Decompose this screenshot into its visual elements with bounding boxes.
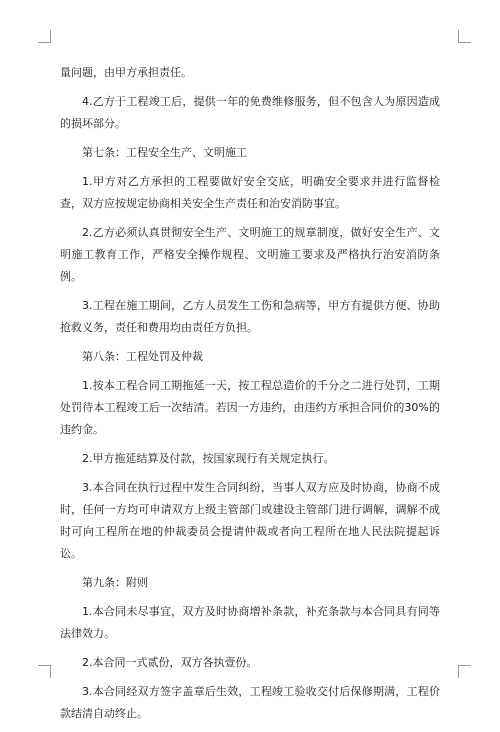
- clause-paragraph: 3.本合同经双方签字盖章后生效，工程竣工验收交付后保修期满，工程价款结清自动终止。: [60, 685, 440, 720]
- section-heading: 第九条：附则: [82, 576, 148, 589]
- clause-paragraph: 2.甲方拖延结算及付款，按国家现行有关规定执行。: [82, 452, 335, 465]
- clause-paragraph: 3.工程在施工期间，乙方人员发生工伤和急病等，甲方有提供方便、协助抢救义务，责任和费用均由责任方负担。: [60, 299, 440, 334]
- document-body: [60, 62, 440, 732]
- section-heading: 第八条：工程处罚及仲裁: [82, 350, 203, 363]
- clause-paragraph: 2.乙方必须认真贯彻安全生产、文明施工的规章制度，做好安全生产、文明施工教育工作，严格安全操作规程、文明施工要求及严格执行治安消防条例。: [60, 226, 440, 283]
- clause-paragraph: 2.本合同一式贰份，双方各执壹份。: [82, 656, 258, 669]
- clause-paragraph: 1.本合同未尽事宜，双方及时协商增补条款，补充条款与本合同具有同等法律效力。: [60, 605, 440, 640]
- section-heading: 第七条：工程安全生产、文明施工: [82, 146, 247, 159]
- clause-paragraph: 1.按本工程合同工期拖延一天，按工程总造价的千分之二进行处罚，工期处罚待本工程竣工后一次结清。若因一方违约，由违约方承担合同价的30%的违约金。: [60, 379, 440, 436]
- paragraph-continuation: 量问题，由甲方承担责任。: [60, 66, 192, 79]
- crop-mark-top-left: [38, 30, 51, 43]
- crop-mark-bottom-right: [458, 665, 471, 678]
- clause-paragraph: 4.乙方于工程竣工后，提供一年的免费维修服务，但不包含人为原因造成的损坏部分。: [60, 95, 440, 130]
- clause-paragraph: 3.本合同在执行过程中发生合同纠纷，当事人双方应及时协商，协商不成时，任何一方均可申请双方上级主管部门或建设主管部门进行调解，调解不成时可向工程所在地的仲裁委员会提请仲裁或者向工程所在地人民法院提起诉讼。: [60, 481, 440, 560]
- crop-mark-bottom-left: [38, 665, 51, 678]
- clause-paragraph: 1.甲方对乙方承担的工程要做好安全交底，明确安全要求并进行监督检查，双方应按规定协商相关安全生产责任和治安消防事宜。: [60, 175, 440, 210]
- crop-mark-top-right: [458, 30, 471, 43]
